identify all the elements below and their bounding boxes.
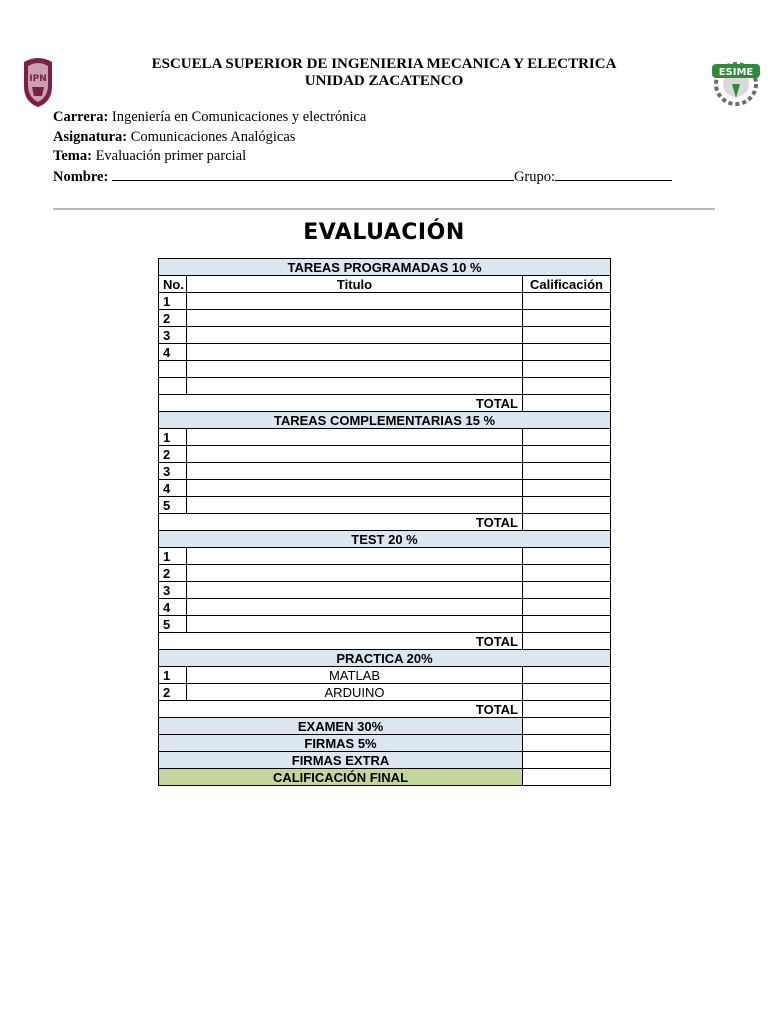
examen-row	[159, 718, 611, 735]
tarea-grade-cell[interactable]	[523, 361, 611, 378]
tarea-title-cell[interactable]	[187, 344, 523, 361]
examen-grade-cell[interactable]	[523, 718, 611, 735]
test-number-cell: 3	[159, 582, 187, 599]
complementaria-title-cell[interactable]	[187, 446, 523, 463]
school-title-line1: ESCUELA SUPERIOR DE INGENIERIA MECANICA Y ELECTRICA	[151, 56, 617, 72]
test-number-cell: 5	[159, 616, 187, 633]
test-title-cell[interactable]	[187, 616, 523, 633]
test-total-label: TOTAL	[159, 633, 523, 650]
practica-header: PRACTICA 20%	[159, 650, 611, 667]
table-row	[159, 293, 611, 310]
col-no-header: No.	[159, 276, 187, 293]
test-title-cell[interactable]	[187, 565, 523, 582]
table-row	[159, 616, 611, 633]
table-row	[159, 344, 611, 361]
complementaria-grade-cell[interactable]	[523, 429, 611, 446]
complementaria-grade-cell[interactable]	[523, 497, 611, 514]
tema-label: Tema:	[53, 148, 92, 164]
practica-total-label: TOTAL	[159, 701, 523, 718]
complementaria-title-cell[interactable]	[187, 463, 523, 480]
complementaria-number-cell: 2	[159, 446, 187, 463]
firmas-grade-cell[interactable]	[523, 735, 611, 752]
tareas-complementarias-total-label: TOTAL	[159, 514, 523, 531]
school-title-line2: UNIDAD ZACATENCO	[304, 73, 464, 89]
tarea-title-cell[interactable]	[187, 293, 523, 310]
test-title-cell[interactable]	[187, 548, 523, 565]
nombre-line	[53, 167, 733, 188]
tarea-grade-cell[interactable]	[523, 344, 611, 361]
practica-total-row	[159, 701, 611, 718]
grupo-label: Grupo:	[513, 168, 556, 185]
tareas-complementarias-header: TAREAS COMPLEMENTARIAS 15 %	[159, 412, 611, 429]
practica-number-cell: 1	[159, 667, 187, 684]
complementaria-title-cell[interactable]	[187, 497, 523, 514]
complementaria-title-cell[interactable]	[187, 480, 523, 497]
test-grade-cell[interactable]	[523, 599, 611, 616]
test-grade-cell[interactable]	[523, 582, 611, 599]
test-number-cell: 4	[159, 599, 187, 616]
table-row	[159, 429, 611, 446]
tarea-number-cell	[159, 378, 187, 395]
firmas-header: FIRMAS 5%	[159, 735, 523, 752]
evaluation-title: EVALUACIÓN	[303, 220, 465, 245]
final-grade-cell[interactable]	[523, 769, 611, 786]
examen-header: EXAMEN 30%	[159, 718, 523, 735]
practica-row	[159, 650, 611, 667]
carrera-label: Carrera:	[53, 109, 109, 125]
test-header: TEST 20 %	[159, 531, 611, 548]
svg-text:IPN: IPN	[29, 74, 47, 84]
tarea-grade-cell[interactable]	[523, 293, 611, 310]
complementaria-grade-cell[interactable]	[523, 480, 611, 497]
tema-line	[53, 147, 733, 167]
tarea-grade-cell[interactable]	[523, 327, 611, 344]
table-row	[159, 378, 611, 395]
asignatura-label: Asignatura:	[53, 128, 128, 145]
complementaria-number-cell: 3	[159, 463, 187, 480]
evaluation-table	[158, 258, 611, 786]
asignatura-line	[53, 128, 733, 148]
nombre-label: Nombre:	[53, 168, 109, 185]
test-title-cell[interactable]	[187, 599, 523, 616]
tareas-programadas-total-row	[159, 395, 611, 412]
table-row	[159, 480, 611, 497]
school-title	[0, 56, 768, 90]
tareas-complementarias-total-row	[159, 514, 611, 531]
test-grade-cell[interactable]	[523, 616, 611, 633]
tarea-number-cell: 1	[159, 293, 187, 310]
divider	[53, 208, 715, 210]
carrera-value: Ingeniería en Comunicaciones y electrónica	[111, 109, 367, 125]
tarea-title-cell[interactable]	[187, 310, 523, 327]
tarea-title-cell[interactable]	[187, 361, 523, 378]
student-info	[53, 108, 733, 187]
col-cal-header: Calificación	[523, 276, 611, 293]
tarea-number-cell: 2	[159, 310, 187, 327]
table-row	[159, 361, 611, 378]
complementaria-grade-cell[interactable]	[523, 446, 611, 463]
col-titulo-header: Titulo	[187, 276, 523, 293]
table-row	[159, 327, 611, 344]
tareas-programadas-total-cell[interactable]	[523, 395, 611, 412]
firmas-row	[159, 735, 611, 752]
firmas-extra-grade-cell[interactable]	[523, 752, 611, 769]
table-row	[159, 446, 611, 463]
tarea-grade-cell[interactable]	[523, 378, 611, 395]
firmas-extra-row	[159, 752, 611, 769]
final-row	[159, 769, 611, 786]
tareas-programadas-row	[159, 259, 611, 276]
tarea-number-cell	[159, 361, 187, 378]
column-header-row	[159, 276, 611, 293]
practica-grade-cell[interactable]	[523, 667, 611, 684]
practica-title-cell[interactable]: ARDUINO	[187, 684, 523, 701]
grupo-field[interactable]	[555, 167, 672, 181]
nombre-field[interactable]	[112, 167, 514, 181]
tareas-complementarias-row	[159, 412, 611, 429]
test-number-cell: 1	[159, 548, 187, 565]
test-total-cell[interactable]	[523, 633, 611, 650]
table-row	[159, 548, 611, 565]
test-title-cell[interactable]	[187, 582, 523, 599]
complementaria-title-cell[interactable]	[187, 429, 523, 446]
table-row	[159, 684, 611, 701]
tarea-grade-cell[interactable]	[523, 310, 611, 327]
tema-value: Evaluación primer parcial	[95, 148, 247, 164]
tarea-number-cell: 3	[159, 327, 187, 344]
tarea-title-cell[interactable]	[187, 327, 523, 344]
test-total-row	[159, 633, 611, 650]
tareas-programadas-total-label: TOTAL	[159, 395, 523, 412]
asignatura-value: Comunicaciones Analógicas	[130, 128, 296, 145]
test-grade-cell[interactable]	[523, 565, 611, 582]
test-number-cell: 2	[159, 565, 187, 582]
table-row	[159, 310, 611, 327]
practica-title-cell[interactable]: MATLAB	[187, 667, 523, 684]
complementaria-number-cell: 5	[159, 497, 187, 514]
firmas-extra-header: FIRMAS EXTRA	[159, 752, 523, 769]
practica-grade-cell[interactable]	[523, 684, 611, 701]
complementaria-number-cell: 4	[159, 480, 187, 497]
test-row	[159, 531, 611, 548]
table-row	[159, 599, 611, 616]
complementaria-number-cell: 1	[159, 429, 187, 446]
carrera-line	[53, 108, 733, 128]
table-row	[159, 463, 611, 480]
table-row	[159, 582, 611, 599]
practica-total-cell[interactable]	[523, 701, 611, 718]
complementaria-grade-cell[interactable]	[523, 463, 611, 480]
table-row	[159, 565, 611, 582]
table-row	[159, 497, 611, 514]
tareas-complementarias-total-cell[interactable]	[523, 514, 611, 531]
tareas-programadas-header: TAREAS PROGRAMADAS 10 %	[159, 259, 611, 276]
test-grade-cell[interactable]	[523, 548, 611, 565]
tarea-number-cell: 4	[159, 344, 187, 361]
final-grade-label: CALIFICACIÓN FINAL	[159, 769, 523, 786]
table-row	[159, 667, 611, 684]
tarea-title-cell[interactable]	[187, 378, 523, 395]
practica-number-cell: 2	[159, 684, 187, 701]
svg-text:ESIME: ESIME	[718, 67, 754, 78]
